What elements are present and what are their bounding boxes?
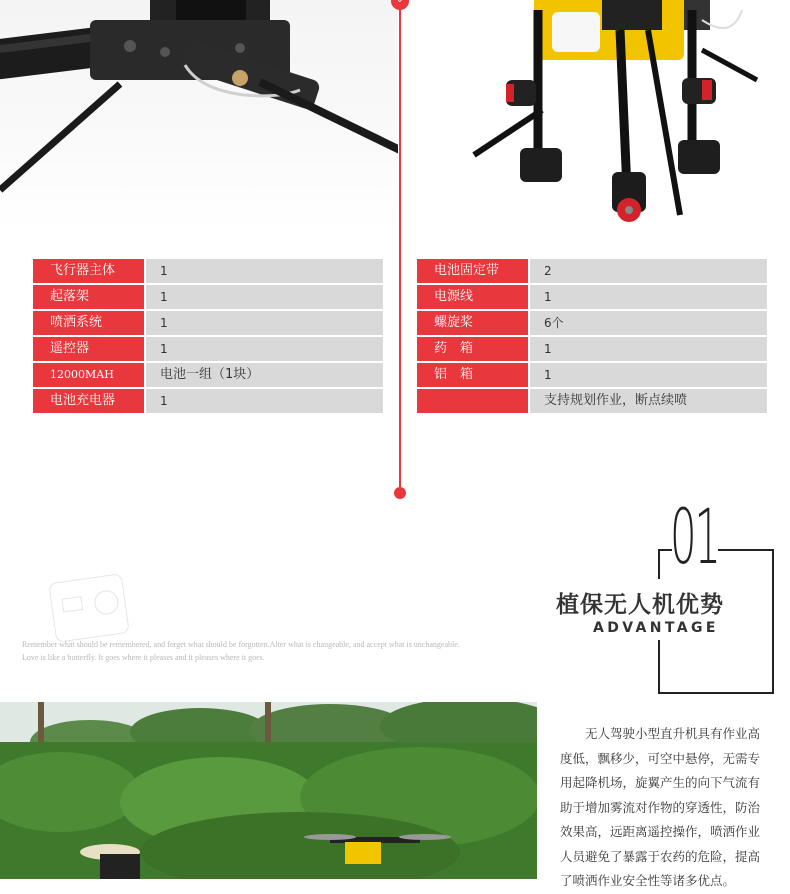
- spec-label: 12000MAH: [33, 363, 144, 387]
- spec-value: 2: [530, 259, 767, 283]
- spec-table-right: [417, 259, 767, 415]
- spec-value: 6个: [530, 311, 767, 335]
- spec-label: 起落架: [33, 285, 144, 309]
- table-row: [33, 363, 383, 387]
- spec-value: 1: [530, 285, 767, 309]
- drone-landing-gear-photo: [402, 0, 790, 245]
- spec-label: 飞行器主体: [33, 259, 144, 283]
- spec-value: 支持规划作业，断点续喷: [530, 389, 767, 413]
- spec-label: 喷洒系统: [33, 311, 144, 335]
- section-title: 植保无人机优势: [556, 592, 724, 618]
- table-row: [33, 337, 383, 361]
- spec-value: 1: [530, 337, 767, 361]
- advantage-description: 无人驾驶小型直升机具有作业高度低，飘移少，可空中悬停，无需专用起降机场，旋翼产生的向下气流有助于增加雾流对作物的穿透性，防治效果高，远距离遥控操作，喷洒作业人员避免了暴露于农药的危险，提高了喷洒作业安全性等诸多优点。: [560, 726, 761, 888]
- spec-value: 1: [146, 259, 383, 283]
- frame-line: [718, 549, 774, 551]
- spec-label: 电池充电器: [33, 389, 144, 413]
- table-row: [417, 389, 767, 413]
- table-row: [33, 311, 383, 335]
- spec-value: 1: [146, 285, 383, 309]
- chevron-down-icon: ⌄: [391, 0, 409, 10]
- table-row: [33, 259, 383, 283]
- center-divider-line: [399, 0, 401, 494]
- spec-label: 电源线: [417, 285, 528, 309]
- spec-label: 药 箱: [417, 337, 528, 361]
- table-row: [33, 285, 383, 309]
- section-number: 01: [670, 492, 719, 581]
- field-spraying-photo: [0, 702, 537, 879]
- frame-line: [658, 549, 660, 579]
- spec-value: 1: [146, 337, 383, 361]
- frame-line: [658, 640, 660, 694]
- spec-label: 螺旋桨: [417, 311, 528, 335]
- section-subtitle: ADVANTAGE: [593, 620, 719, 636]
- spec-value: 1: [146, 389, 383, 413]
- frame-line: [658, 692, 774, 694]
- watermark-quote: Remember what should be remembered, and forget what should be forgotten.Alter what is changeable, and accept what is unchangeable. Love is like a butterfly. It goes where it pleases and it pleases where it goes.: [22, 640, 460, 662]
- table-row: [417, 363, 767, 387]
- table-row: [417, 311, 767, 335]
- spec-label: [417, 389, 528, 413]
- spec-value: 1: [146, 311, 383, 335]
- camera-watermark-icon: [48, 573, 130, 643]
- table-row: [417, 285, 767, 309]
- spec-label: 铝 箱: [417, 363, 528, 387]
- table-row: [417, 259, 767, 283]
- spec-table-left: [33, 259, 383, 415]
- table-row: [33, 389, 383, 413]
- spec-value: 电池一组（1块）: [146, 363, 383, 387]
- spec-label: 电池固定带: [417, 259, 528, 283]
- table-row: [417, 337, 767, 361]
- spec-value: 1: [530, 363, 767, 387]
- drone-arm-photo: [0, 0, 398, 232]
- frame-line: [772, 549, 774, 694]
- spec-label: 遥控器: [33, 337, 144, 361]
- divider-end-dot: [394, 487, 406, 499]
